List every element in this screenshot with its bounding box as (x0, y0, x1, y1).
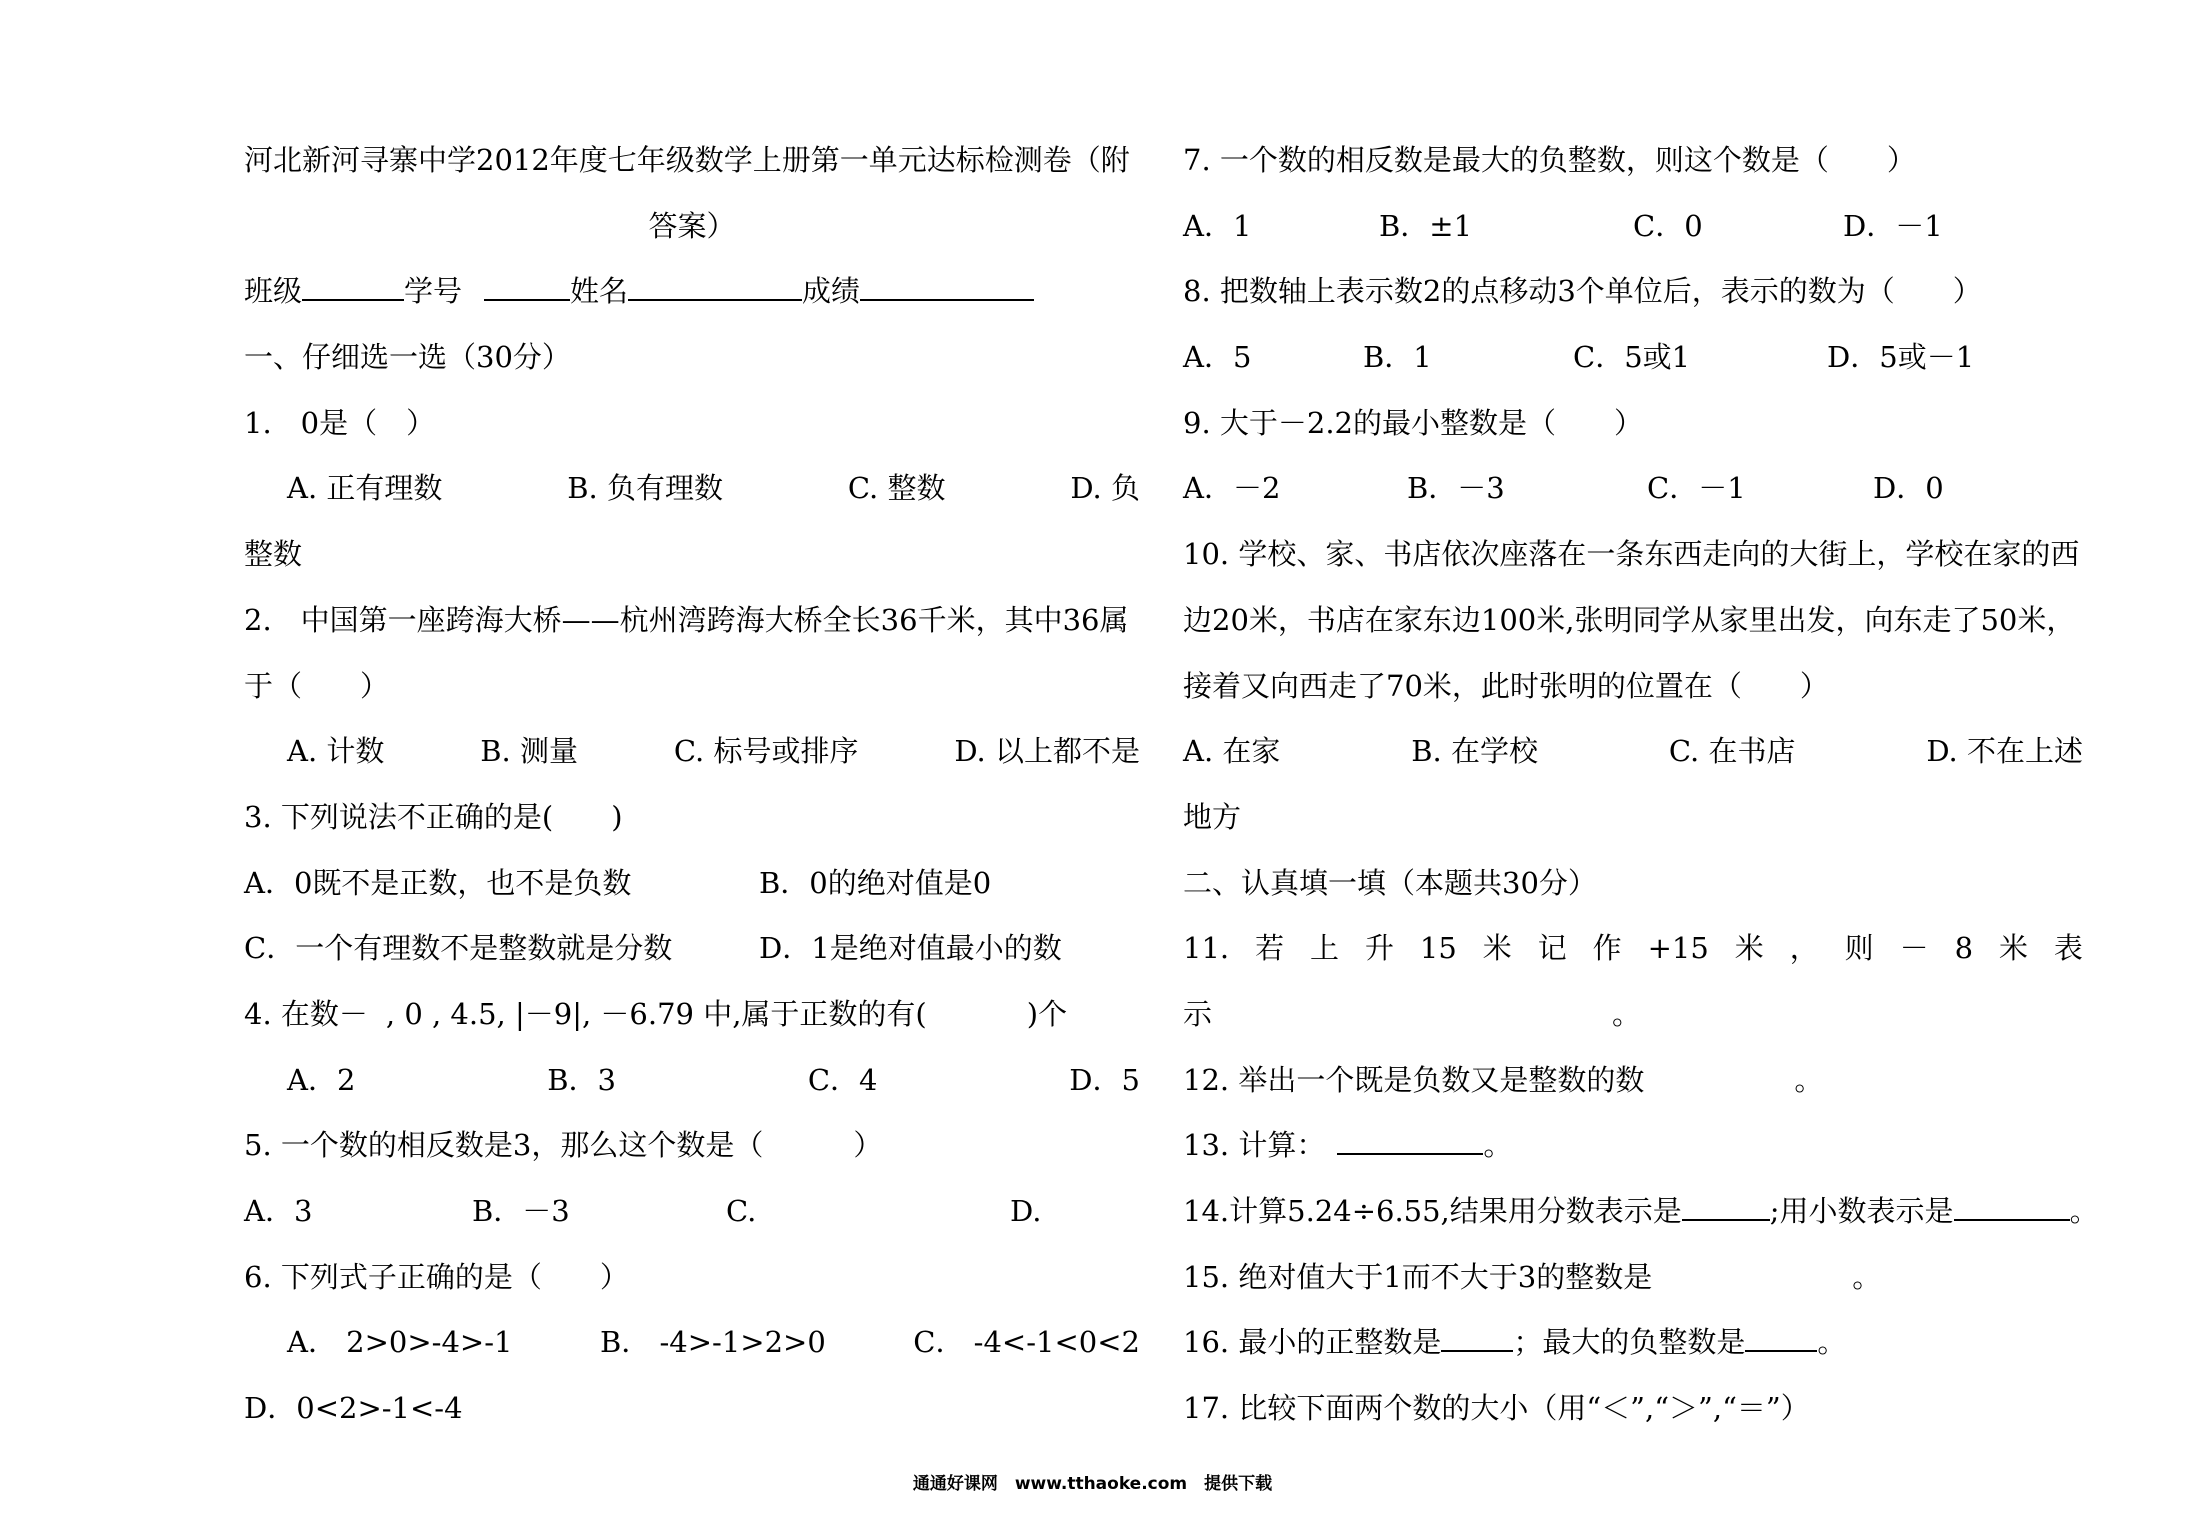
q8-option-c: C．5或1 (1573, 340, 1691, 375)
q3-stem: 3. 下列说法不正确的是( ) (244, 799, 623, 834)
q7-stem: 7. 一个数的相反数是最大的负整数，则这个数是（ ） (1183, 143, 1916, 177)
score-label: 成绩 (802, 274, 861, 309)
q8-option-a: A．5 (1183, 340, 1252, 375)
q11-stem-cont (1183, 982, 2083, 1048)
q12-stem (1183, 1048, 2083, 1114)
q11-stem-cont-text: 示 (1183, 996, 1213, 1031)
title-line-2: 答案） (648, 208, 736, 243)
left-column (244, 128, 1140, 1442)
q9-option-a: A．－2 (1183, 471, 1281, 506)
q5-stem (244, 1113, 1140, 1179)
number-blank (484, 273, 570, 301)
q16-stem-end: 。 (1817, 1325, 1847, 1360)
q11-part: 米 (1734, 931, 1764, 966)
q10-stem-1: 10. 学校、家、书店依次座落在一条东西走向的大街上，学校在家的西 (1183, 537, 2080, 572)
q1-option-c: C. 整数 (847, 471, 946, 506)
q13-stem (1183, 1113, 2083, 1179)
q14-stem-end: 。 (2069, 1194, 2099, 1228)
q15-stem-text: 15. 绝对值大于1而不大于3的整数是 (1183, 1259, 1653, 1294)
right-column (1183, 128, 2099, 1442)
q6-stem: 6. 下列式子正确的是（ ） (244, 1259, 629, 1294)
q16-stem-part-2: ；最大的负整数是 (1513, 1325, 1746, 1360)
q10-options (1183, 719, 2083, 785)
q6-option-c: C． -4<-1<0<2 (913, 1325, 1140, 1360)
q2-option-d: D. 以上都不是 (954, 734, 1140, 769)
q10-option-c: C. 在书店 (1668, 734, 1796, 769)
q1-stem: 1. 0是（ ） (244, 405, 436, 440)
q15-stem (1183, 1245, 2083, 1311)
q10-stem-3: 接着又向西走了70米，此时张明的位置在（ ） (1183, 668, 1829, 703)
q16-stem-part-1: 16. 最小的正整数是 (1183, 1325, 1442, 1360)
q5-stem-part-2: ） (853, 1128, 883, 1163)
q11-part: 8 (1954, 931, 1974, 966)
name-blank (628, 273, 802, 301)
q2-stem-2: 于（ ） (244, 668, 390, 703)
q11-part: 则 (1844, 931, 1874, 966)
q7-option-c: C．0 (1633, 208, 1703, 243)
q5-option-c: C. (726, 1194, 757, 1228)
q11-part: 若 (1255, 931, 1285, 966)
q14-stem-part-1: 14.计算5.24÷6.55,结果用分数表示是 (1183, 1194, 1682, 1228)
q9-stem: 9. 大于－2.2的最小整数是（ ） (1183, 405, 1644, 440)
q11-part: 米 (1998, 931, 2028, 966)
q7-option-b: B．±1 (1379, 208, 1473, 243)
q11-part: +15 (1647, 931, 1709, 966)
q11-part: 升 (1364, 931, 1394, 966)
q14-decimal-blank (1954, 1193, 2070, 1221)
q6-option-d: D．0<2>-1<-4 (244, 1391, 463, 1426)
q15-stem-end: 。 (1852, 1259, 1882, 1294)
q3-option-a: A．0既不是正数，也不是负数 (244, 865, 632, 900)
class-label: 班级 (244, 274, 303, 309)
name-label: 姓名 (570, 274, 629, 309)
q11-part: 11. (1183, 931, 1230, 966)
number-label: 学号 (404, 274, 463, 309)
q3-options-row-2 (244, 916, 1140, 982)
q3-options-row-1 (244, 851, 1140, 917)
q3-option-c: C．一个有理数不是整数就是分数 (244, 931, 673, 966)
q11-part: 记 (1537, 931, 1567, 966)
q2-option-a: A. 计数 (287, 734, 385, 769)
q7-options (1183, 194, 2083, 260)
q5-option-d: D. (1010, 1194, 1042, 1228)
q4-option-b: B．3 (547, 1062, 616, 1097)
q4-option-d: D．5 (1069, 1062, 1140, 1097)
q10-option-d: D. 不在上述 (1926, 734, 2083, 769)
q12-stem-end: 。 (1794, 1062, 1824, 1097)
q8-option-d: D．5或－1 (1827, 340, 1975, 375)
q7-option-a: A．1 (1183, 208, 1252, 243)
q5-option-a: A．3 (244, 1194, 313, 1228)
q11-stem (1183, 916, 2083, 982)
q12-stem-text: 12. 举出一个既是负数又是整数的数 (1183, 1062, 1645, 1097)
q4-options (244, 1048, 1140, 1114)
q1-option-b: B. 负有理数 (567, 471, 723, 506)
q13-stem-end: 。 (1483, 1128, 1513, 1163)
class-blank (302, 273, 404, 301)
q11-part: ， (1789, 931, 1819, 966)
q8-option-b: B．1 (1363, 340, 1432, 375)
q10-option-b: B. 在学校 (1411, 734, 1538, 769)
q5-stem-part-1: 5. 一个数的相反数是3，那么这个数是（ (244, 1128, 764, 1163)
section-2-heading: 二、认真填一填（本题共30分） (1183, 865, 1597, 900)
q11-stem-cont-end: 。 (1612, 996, 1642, 1031)
q9-options (1183, 456, 2083, 522)
q1-option-d-cont: 整数 (244, 537, 303, 572)
score-blank (860, 273, 1034, 301)
student-info-line (244, 259, 1140, 325)
q10-option-d-cont: 地方 (1183, 799, 1242, 834)
footer-credit: 通通好课网 www.tthaoke.com 提供下载 (912, 1474, 1273, 1494)
q11-part: 上 (1310, 931, 1340, 966)
q16-positive-blank (1441, 1324, 1513, 1352)
q11-part: 米 (1482, 931, 1512, 966)
q5-options (244, 1179, 1140, 1245)
q8-options (1183, 325, 2083, 391)
q2-stem-1: 2. 中国第一座跨海大桥——杭州湾跨海大桥全长36千米，其中36属 (244, 602, 1129, 637)
section-1-heading: 一、仔细选一选（30分） (244, 340, 571, 375)
q2-option-c: C. 标号或排序 (673, 734, 859, 769)
q4-option-c: C．4 (807, 1062, 878, 1097)
q16-stem (1183, 1310, 2083, 1376)
q4-stem-part-3: )个 (1026, 996, 1068, 1031)
q5-option-b: B．－3 (472, 1194, 570, 1228)
q11-part: 15 (1419, 931, 1457, 966)
q16-negative-blank (1745, 1324, 1817, 1352)
q9-option-d: D．0 (1873, 471, 1944, 506)
q11-part: 表 (2053, 931, 2083, 966)
q4-stem-part-1: 4. 在数－ (244, 996, 368, 1031)
q3-option-b: B．0的绝对值是0 (759, 865, 992, 900)
q4-option-a: A．2 (287, 1062, 356, 1097)
q1-option-a: A. 正有理数 (287, 471, 443, 506)
q8-stem: 8. 把数轴上表示数2的点移动3个单位后，表示的数为（ ） (1183, 274, 1982, 309)
q6-option-b: B． -4>-1>2>0 (599, 1325, 826, 1360)
q6-option-a: A． 2>0>-4>-1 (287, 1325, 513, 1360)
q2-options (244, 719, 1140, 785)
q14-stem (1183, 1179, 2099, 1245)
q4-stem (244, 982, 1140, 1048)
q10-stem-2: 边20米，书店在家东边100米,张明同学从家里出发，向东走了50米， (1183, 602, 2076, 637)
q2-option-b: B. 测量 (480, 734, 578, 769)
q7-option-d: D．－1 (1843, 208, 1943, 243)
q4-stem-part-2: , 0 , 4.5, |－9|, －6.79 中,属于正数的有( (385, 996, 927, 1031)
q13-stem-text: 13. 计算： (1183, 1128, 1326, 1163)
q6-options (244, 1310, 1140, 1376)
q9-option-b: B．－3 (1407, 471, 1505, 506)
q9-option-c: C．－1 (1647, 471, 1746, 506)
q3-option-d: D．1是绝对值最小的数 (759, 931, 1062, 966)
q1-option-d: D. 负 (1070, 471, 1140, 506)
q13-answer-blank (1337, 1127, 1483, 1155)
q11-part: 作 (1592, 931, 1622, 966)
q1-options (244, 456, 1140, 522)
q17-stem: 17. 比较下面两个数的大小（用“＜”,“＞”,“＝”） (1183, 1391, 1810, 1426)
q11-part: － (1899, 931, 1929, 966)
q14-fraction-blank (1682, 1193, 1770, 1221)
title-line-1: 河北新河寻寨中学2012年度七年级数学上册第一单元达标检测卷（附 (244, 143, 1130, 177)
q10-option-a: A. 在家 (1183, 734, 1281, 769)
q14-stem-part-2: ;用小数表示是 (1769, 1194, 1954, 1228)
